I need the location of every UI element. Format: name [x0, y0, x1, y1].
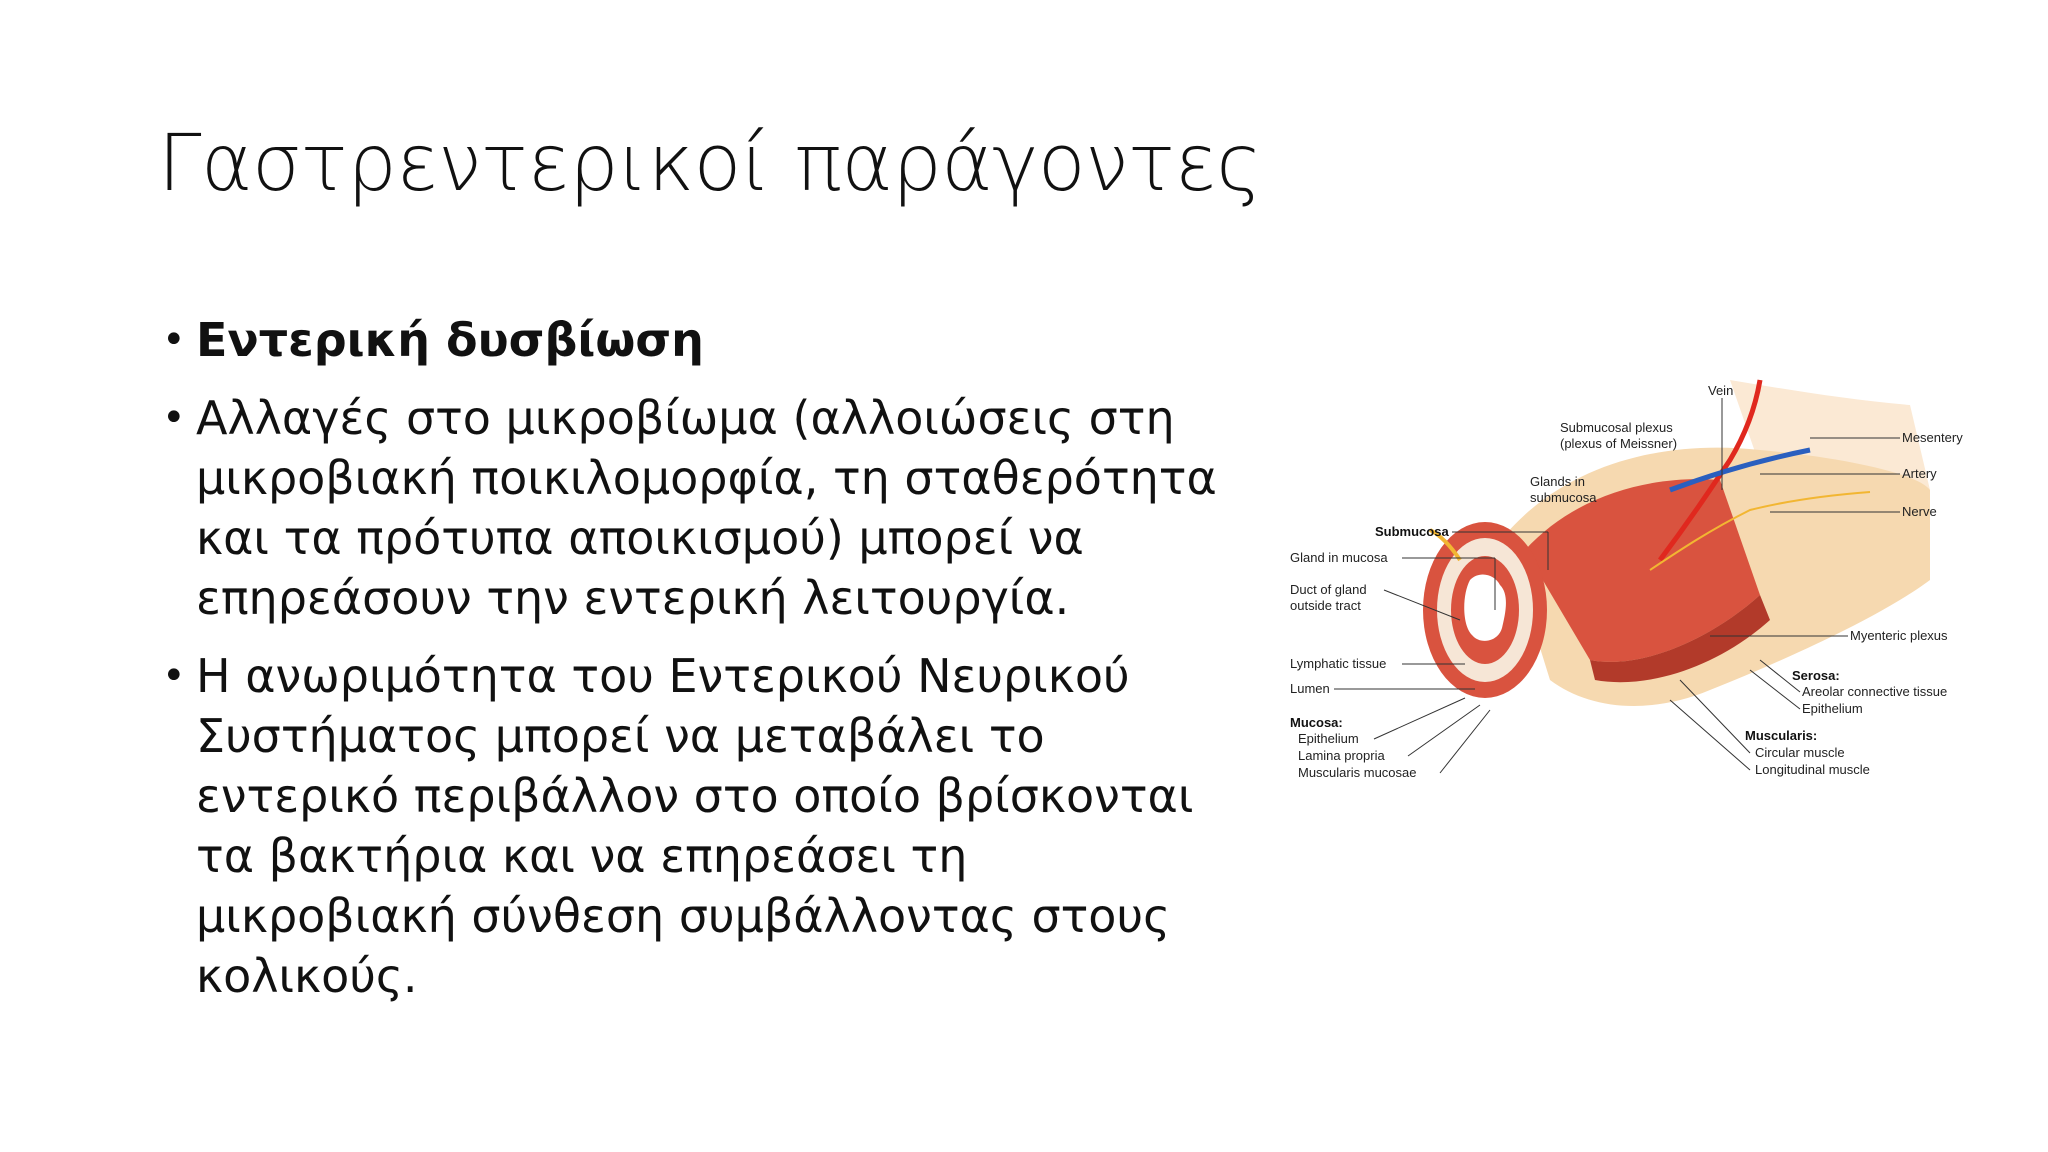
bullet-text: Αλλαγές στο μικροβίωμα (αλλοιώσεις στη μικροβιακή ποικιλομορφία, τη σταθερότητα και τα πρότυπα αποικισμού) μπορεί να επηρεάσουν την εντερική λειτουργία.: [196, 391, 1217, 625]
bullet-item: [160, 646, 1220, 1006]
bullet-item: [160, 388, 1220, 628]
label-submucosal-plexus-sub: (plexus of Meissner): [1560, 436, 1678, 451]
label-mucosa: Mucosa:: [1290, 715, 1343, 730]
bullet-item: [160, 310, 1220, 370]
label-glands-sub: submucosa: [1530, 490, 1597, 505]
leader-muscularis-mucosae: [1440, 710, 1490, 773]
label-areolar: Areolar connective tissue: [1802, 684, 1948, 699]
lumen-shape: [1464, 575, 1506, 641]
label-submucosal-plexus: Submucosal plexus: [1560, 420, 1673, 435]
label-serosa: Serosa:: [1792, 668, 1840, 683]
label-longitudinal-muscle: Longitudinal muscle: [1755, 762, 1870, 777]
label-mucosa-epithelium: Epithelium: [1298, 731, 1359, 746]
bullet-marker: •: [162, 653, 186, 699]
slide-title: Γαστρεντερικοί παράγοντες: [158, 119, 1262, 209]
label-mesentery: Mesentery: [1902, 430, 1963, 445]
bullet-text: Η ανωριμότητα του Εντερικού Νευρικού Συστήματος μπορεί να μεταβάλει το εντερικό περιβάλλον στο οποίο βρίσκονται τα βακτήρια και να επηρεάσει τη μικροβιακή σύνθεση συμβάλλοντας στους κολικούς.: [196, 649, 1194, 1003]
leader-lamina: [1408, 705, 1480, 756]
bullet-marker: •: [162, 395, 186, 441]
leader-circular: [1680, 680, 1750, 753]
intestine-anatomy-figure: [1290, 380, 1963, 800]
label-lamina-propria: Lamina propria: [1298, 748, 1385, 763]
label-lymphatic-tissue: Lymphatic tissue: [1290, 656, 1387, 671]
leader-longitudinal: [1670, 700, 1750, 770]
label-duct-sub: outside tract: [1290, 598, 1361, 613]
label-duct: Duct of gland: [1290, 582, 1367, 597]
bullet-list: [160, 310, 1220, 1024]
label-gland-in-mucosa: Gland in mucosa: [1290, 550, 1388, 565]
label-submucosa: Submucosa: [1375, 524, 1449, 539]
label-myenteric-plexus: Myenteric plexus: [1850, 628, 1948, 643]
label-circular-muscle: Circular muscle: [1755, 745, 1845, 760]
label-vein: Vein: [1708, 383, 1734, 398]
bullet-text: Εντερική δυσβίωση: [196, 313, 704, 367]
label-artery: Artery: [1902, 466, 1937, 481]
label-muscularis-mucosae: Muscularis mucosae: [1298, 765, 1417, 780]
label-lumen: Lumen: [1290, 681, 1330, 696]
label-glands: Glands in: [1530, 474, 1585, 489]
label-muscularis: Muscularis:: [1745, 728, 1818, 743]
leader-mucosa-epi: [1374, 698, 1465, 739]
label-nerve: Nerve: [1902, 504, 1937, 519]
label-serosa-epithelium: Epithelium: [1802, 701, 1863, 716]
bullet-marker: •: [162, 317, 186, 363]
intestine-cross-section-diagram: [1290, 380, 1963, 800]
